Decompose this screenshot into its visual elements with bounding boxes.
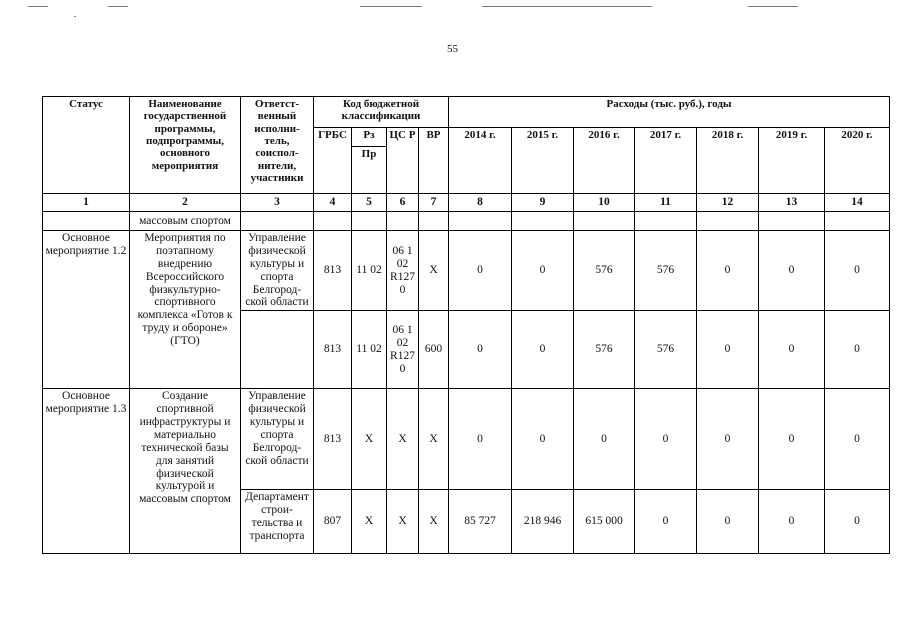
col-number: 5: [352, 194, 387, 212]
value-cell: 0: [759, 490, 825, 554]
col-number: 4: [314, 194, 352, 212]
header-grbs: ГРБС: [314, 128, 352, 194]
header-year-2019: 2019 г.: [759, 128, 825, 194]
value-cell: 0: [825, 490, 890, 554]
col-number: 10: [574, 194, 635, 212]
header-year-2018: 2018 г.: [697, 128, 759, 194]
grbs-cell: 813: [314, 231, 352, 311]
vr-cell: Х: [419, 490, 449, 554]
responsible-cell: [241, 311, 314, 389]
csr-cell: 06 1 02 R127 0: [387, 231, 419, 311]
value-cell: 0: [825, 231, 890, 311]
value-cell: 0: [825, 311, 890, 389]
scan-speck: [74, 16, 76, 17]
continuation-text: массовым спортом: [130, 212, 241, 231]
measure-name: Мероприятия по поэтапному внедрению Всероссийского физкультурно-спортивного комплекса «Готов к труду и обороне» (ГТО): [130, 231, 241, 389]
grbs-cell: 813: [314, 389, 352, 490]
rz-pr-cell: 11 02: [352, 311, 387, 389]
value-cell: 615 000: [574, 490, 635, 554]
header-status: Статус: [43, 97, 130, 194]
csr-cell: Х: [387, 490, 419, 554]
col-number: 2: [130, 194, 241, 212]
measure-status: Основное мероприятие 1.2: [43, 231, 130, 389]
value-cell: 0: [512, 389, 574, 490]
header-name: Наименование государственной программы, подпрограммы, основного мероприятия: [130, 97, 241, 194]
col-number: 9: [512, 194, 574, 212]
vr-cell: 600: [419, 311, 449, 389]
value-cell: 0: [635, 389, 697, 490]
value-cell: 0: [512, 231, 574, 311]
column-number-row: [43, 194, 890, 212]
measure-name: Создание спортивной инфраструктуры и материально технической базы для занятий физической культурой и массовым спортом: [130, 389, 241, 554]
value-cell: 0: [697, 490, 759, 554]
col-number: 1: [43, 194, 130, 212]
grbs-cell: 813: [314, 311, 352, 389]
value-cell: 0: [449, 311, 512, 389]
col-number: 8: [449, 194, 512, 212]
value-cell: 0: [759, 231, 825, 311]
value-cell: 576: [635, 311, 697, 389]
table-row: [43, 231, 890, 311]
scan-line-far-right: [748, 6, 798, 7]
header-expenses: Расходы (тыс. руб.), годы: [449, 97, 890, 128]
value-cell: 576: [635, 231, 697, 311]
scan-line-left-2: [108, 6, 128, 7]
col-number: 13: [759, 194, 825, 212]
header-year-2017: 2017 г.: [635, 128, 697, 194]
header-year-2014: 2014 г.: [449, 128, 512, 194]
rz-pr-cell: Х: [352, 490, 387, 554]
page-number: 55: [447, 43, 458, 55]
value-cell: 0: [825, 389, 890, 490]
vr-cell: Х: [419, 389, 449, 490]
header-responsible: Ответст-венный исполни-тель, соиспол-нители, участники: [241, 97, 314, 194]
csr-cell: 06 1 02 R127 0: [387, 311, 419, 389]
responsible-cell: Управление физической культуры и спорта Белгород-ской области: [241, 231, 314, 311]
grbs-cell: 807: [314, 490, 352, 554]
header-pr: Пр: [352, 147, 387, 194]
col-number: 12: [697, 194, 759, 212]
budget-table: [42, 96, 890, 554]
value-cell: 218 946: [512, 490, 574, 554]
header-year-2020: 2020 г.: [825, 128, 890, 194]
value-cell: 0: [512, 311, 574, 389]
scan-line-left: [28, 6, 48, 7]
value-cell: 0: [697, 311, 759, 389]
value-cell: 0: [449, 231, 512, 311]
rz-pr-cell: 11 02: [352, 231, 387, 311]
col-number: 6: [387, 194, 419, 212]
header-vr: ВР: [419, 128, 449, 194]
col-number: 14: [825, 194, 890, 212]
value-cell: 0: [759, 389, 825, 490]
value-cell: 85 727: [449, 490, 512, 554]
measure-status: Основное мероприятие 1.3: [43, 389, 130, 554]
col-number: 3: [241, 194, 314, 212]
header-csr: ЦС Р: [387, 128, 419, 194]
continuation-row: [43, 212, 890, 231]
header-budget-code: Код бюджетной классификации: [314, 97, 449, 128]
csr-cell: Х: [387, 389, 419, 490]
value-cell: 0: [697, 389, 759, 490]
header-rz: Рз: [352, 128, 387, 147]
value-cell: 576: [574, 311, 635, 389]
value-cell: 0: [759, 311, 825, 389]
col-number: 11: [635, 194, 697, 212]
value-cell: 0: [574, 389, 635, 490]
value-cell: 576: [574, 231, 635, 311]
scan-line-right: [482, 6, 652, 7]
scan-line-middle: [360, 6, 422, 7]
col-number: 7: [419, 194, 449, 212]
table-row: [43, 389, 890, 490]
header-year-2015: 2015 г.: [512, 128, 574, 194]
vr-cell: Х: [419, 231, 449, 311]
header-year-2016: 2016 г.: [574, 128, 635, 194]
value-cell: 0: [697, 231, 759, 311]
rz-pr-cell: Х: [352, 389, 387, 490]
responsible-cell: Департамент строи-тельства и транспорта: [241, 490, 314, 554]
responsible-cell: Управление физической культуры и спорта Белгород-ской области: [241, 389, 314, 490]
value-cell: 0: [635, 490, 697, 554]
value-cell: 0: [449, 389, 512, 490]
